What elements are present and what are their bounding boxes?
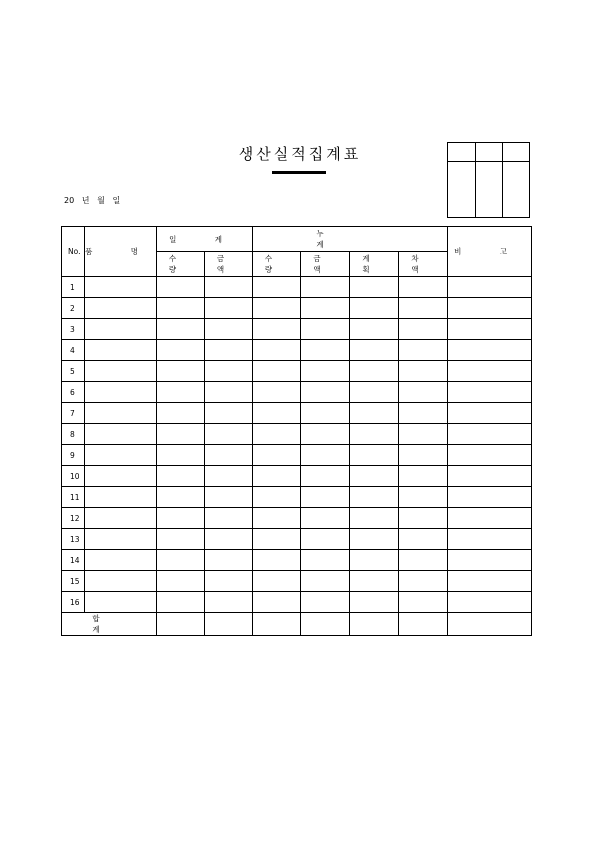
table-cell[interactable] xyxy=(399,361,448,382)
subheader-difference: 차 액 xyxy=(399,252,448,277)
table-cell[interactable] xyxy=(448,571,532,592)
header-no: No. xyxy=(62,227,85,277)
total-cell[interactable] xyxy=(157,613,205,636)
table-cell[interactable] xyxy=(448,592,532,613)
table-cell[interactable] xyxy=(253,487,301,508)
table-cell[interactable] xyxy=(253,592,301,613)
table-cell[interactable] xyxy=(253,361,301,382)
table-cell[interactable] xyxy=(85,424,157,445)
table-cell[interactable] xyxy=(350,361,399,382)
table-cell[interactable] xyxy=(301,550,350,571)
row-number: 13 xyxy=(62,529,85,550)
table-cell[interactable] xyxy=(85,508,157,529)
row-number: 2 xyxy=(62,298,85,319)
row-number: 15 xyxy=(62,571,85,592)
table-cell[interactable] xyxy=(350,319,399,340)
table-cell[interactable] xyxy=(448,403,532,424)
table-cell[interactable] xyxy=(301,403,350,424)
table-cell[interactable] xyxy=(85,382,157,403)
table-cell[interactable] xyxy=(85,277,157,298)
table-cell[interactable] xyxy=(205,466,253,487)
table-cell[interactable] xyxy=(301,424,350,445)
total-label: 합 계 xyxy=(62,613,157,636)
table-row xyxy=(62,592,532,613)
table-cell[interactable] xyxy=(301,382,350,403)
table-cell[interactable] xyxy=(448,466,532,487)
table-cell[interactable] xyxy=(253,382,301,403)
table-cell[interactable] xyxy=(350,466,399,487)
table-cell[interactable] xyxy=(399,550,448,571)
table-cell[interactable] xyxy=(85,319,157,340)
table-cell[interactable] xyxy=(350,424,399,445)
row-number: 6 xyxy=(62,382,85,403)
table-cell[interactable] xyxy=(301,277,350,298)
table-cell[interactable] xyxy=(448,340,532,361)
table-cell[interactable] xyxy=(301,340,350,361)
table-cell[interactable] xyxy=(399,403,448,424)
table-row xyxy=(62,277,532,298)
table-cell[interactable] xyxy=(253,550,301,571)
table-cell[interactable] xyxy=(205,445,253,466)
total-cell[interactable] xyxy=(350,613,399,636)
row-number: 3 xyxy=(62,319,85,340)
approval-divider xyxy=(475,143,476,217)
table-cell[interactable] xyxy=(157,466,205,487)
row-number: 1 xyxy=(62,277,85,298)
table-row xyxy=(62,361,532,382)
total-row xyxy=(62,613,532,636)
table-cell[interactable] xyxy=(85,403,157,424)
table-cell[interactable] xyxy=(448,361,532,382)
table-cell[interactable] xyxy=(253,403,301,424)
table-cell[interactable] xyxy=(253,445,301,466)
table-cell[interactable] xyxy=(448,508,532,529)
title-underline xyxy=(272,171,326,174)
row-number: 8 xyxy=(62,424,85,445)
table-row xyxy=(62,340,532,361)
row-number: 7 xyxy=(62,403,85,424)
table-cell[interactable] xyxy=(301,487,350,508)
document-title: 생산실적집계표 xyxy=(238,145,362,163)
table-cell[interactable] xyxy=(205,340,253,361)
table-cell[interactable] xyxy=(205,529,253,550)
table-cell[interactable] xyxy=(399,424,448,445)
table-cell[interactable] xyxy=(205,550,253,571)
table-cell[interactable] xyxy=(205,571,253,592)
table-cell[interactable] xyxy=(85,592,157,613)
approval-header-row xyxy=(448,143,529,162)
table-cell[interactable] xyxy=(448,277,532,298)
table-cell[interactable] xyxy=(448,550,532,571)
table-cell[interactable] xyxy=(205,424,253,445)
table-cell[interactable] xyxy=(253,340,301,361)
table-cell[interactable] xyxy=(205,508,253,529)
table-cell[interactable] xyxy=(350,571,399,592)
table-cell[interactable] xyxy=(301,319,350,340)
table-cell[interactable] xyxy=(399,277,448,298)
table-cell[interactable] xyxy=(157,298,205,319)
table-cell[interactable] xyxy=(301,592,350,613)
table-row xyxy=(62,571,532,592)
total-cell[interactable] xyxy=(253,613,301,636)
table-cell[interactable] xyxy=(399,298,448,319)
table-cell[interactable] xyxy=(205,487,253,508)
table-cell[interactable] xyxy=(448,298,532,319)
table-cell[interactable] xyxy=(157,529,205,550)
row-number: 9 xyxy=(62,445,85,466)
table-cell[interactable] xyxy=(157,424,205,445)
table-cell[interactable] xyxy=(253,319,301,340)
table-cell[interactable] xyxy=(85,298,157,319)
header-item: 품 명 xyxy=(85,227,157,277)
total-cell[interactable] xyxy=(448,613,532,636)
subheader-amount: 금 액 xyxy=(301,252,350,277)
production-summary-table xyxy=(61,226,532,636)
total-cell[interactable] xyxy=(301,613,350,636)
table-row xyxy=(62,445,532,466)
table-cell[interactable] xyxy=(448,424,532,445)
row-number: 14 xyxy=(62,550,85,571)
table-cell[interactable] xyxy=(157,445,205,466)
table-cell[interactable] xyxy=(399,529,448,550)
table-cell[interactable] xyxy=(85,571,157,592)
table-cell[interactable] xyxy=(301,361,350,382)
table-cell[interactable] xyxy=(399,508,448,529)
table-cell[interactable] xyxy=(301,529,350,550)
table-cell[interactable] xyxy=(85,529,157,550)
table-cell[interactable] xyxy=(350,445,399,466)
table-cell[interactable] xyxy=(399,340,448,361)
table-cell[interactable] xyxy=(85,466,157,487)
table-cell[interactable] xyxy=(157,277,205,298)
table-row xyxy=(62,529,532,550)
table-cell[interactable] xyxy=(157,361,205,382)
table-cell[interactable] xyxy=(205,298,253,319)
table-cell[interactable] xyxy=(85,487,157,508)
table-cell[interactable] xyxy=(205,403,253,424)
table-row xyxy=(62,424,532,445)
table-cell[interactable] xyxy=(301,466,350,487)
table-cell[interactable] xyxy=(350,550,399,571)
table-row xyxy=(62,508,532,529)
table-cell[interactable] xyxy=(350,277,399,298)
table-cell[interactable] xyxy=(205,319,253,340)
table-cell[interactable] xyxy=(253,466,301,487)
table-row xyxy=(62,403,532,424)
table-row xyxy=(62,382,532,403)
table-cell[interactable] xyxy=(157,319,205,340)
header-row xyxy=(62,227,532,252)
table-row xyxy=(62,487,532,508)
table-cell[interactable] xyxy=(85,340,157,361)
table-cell[interactable] xyxy=(350,403,399,424)
table-cell[interactable] xyxy=(350,298,399,319)
table-row xyxy=(62,550,532,571)
table-cell[interactable] xyxy=(85,550,157,571)
header-cumulative-total: 누 계 xyxy=(253,227,448,252)
total-cell[interactable] xyxy=(205,613,253,636)
table-cell[interactable] xyxy=(85,361,157,382)
approval-box xyxy=(447,142,530,218)
table-cell[interactable] xyxy=(399,571,448,592)
table-cell[interactable] xyxy=(399,319,448,340)
table-cell[interactable] xyxy=(157,592,205,613)
approval-divider xyxy=(502,143,503,217)
row-number: 4 xyxy=(62,340,85,361)
table-cell[interactable] xyxy=(350,592,399,613)
table-cell[interactable] xyxy=(399,487,448,508)
row-number: 10 xyxy=(62,466,85,487)
table-cell[interactable] xyxy=(157,340,205,361)
table-cell[interactable] xyxy=(157,487,205,508)
table-cell[interactable] xyxy=(253,571,301,592)
header-daily-total: 일 계 xyxy=(157,227,253,252)
table-cell[interactable] xyxy=(448,487,532,508)
table-cell[interactable] xyxy=(253,424,301,445)
table-row xyxy=(62,319,532,340)
table-cell[interactable] xyxy=(301,298,350,319)
table-cell[interactable] xyxy=(448,382,532,403)
table-row xyxy=(62,466,532,487)
subheader-amount: 금 액 xyxy=(205,252,253,277)
table-cell[interactable] xyxy=(205,277,253,298)
table-cell[interactable] xyxy=(205,382,253,403)
table-cell[interactable] xyxy=(301,571,350,592)
table-cell[interactable] xyxy=(157,403,205,424)
row-number: 5 xyxy=(62,361,85,382)
table-cell[interactable] xyxy=(85,445,157,466)
row-number: 16 xyxy=(62,592,85,613)
date-line: 20 년 월 일 xyxy=(64,196,121,205)
subheader-quantity: 수 량 xyxy=(157,252,205,277)
table-cell[interactable] xyxy=(205,361,253,382)
table-cell[interactable] xyxy=(399,592,448,613)
table-cell[interactable] xyxy=(253,298,301,319)
table-cell[interactable] xyxy=(448,529,532,550)
table-cell[interactable] xyxy=(448,319,532,340)
table-cell[interactable] xyxy=(157,382,205,403)
subheader-quantity: 수 량 xyxy=(253,252,301,277)
table-cell[interactable] xyxy=(301,508,350,529)
total-cell[interactable] xyxy=(399,613,448,636)
table-cell[interactable] xyxy=(350,529,399,550)
header-remark: 비 고 xyxy=(448,227,532,277)
table-cell[interactable] xyxy=(350,382,399,403)
table-cell[interactable] xyxy=(157,508,205,529)
table-cell[interactable] xyxy=(157,571,205,592)
table-cell[interactable] xyxy=(205,592,253,613)
table-cell[interactable] xyxy=(253,529,301,550)
subheader-plan: 계 획 xyxy=(350,252,399,277)
table-body xyxy=(62,277,532,636)
table-cell[interactable] xyxy=(399,445,448,466)
table-cell[interactable] xyxy=(399,466,448,487)
table-cell[interactable] xyxy=(301,445,350,466)
table-row xyxy=(62,298,532,319)
table-cell[interactable] xyxy=(253,277,301,298)
table-cell[interactable] xyxy=(253,508,301,529)
row-number: 12 xyxy=(62,508,85,529)
row-number: 11 xyxy=(62,487,85,508)
table-cell[interactable] xyxy=(350,487,399,508)
table-cell[interactable] xyxy=(350,508,399,529)
table-cell[interactable] xyxy=(399,382,448,403)
table-cell[interactable] xyxy=(350,340,399,361)
table-cell[interactable] xyxy=(448,445,532,466)
table-cell[interactable] xyxy=(157,550,205,571)
